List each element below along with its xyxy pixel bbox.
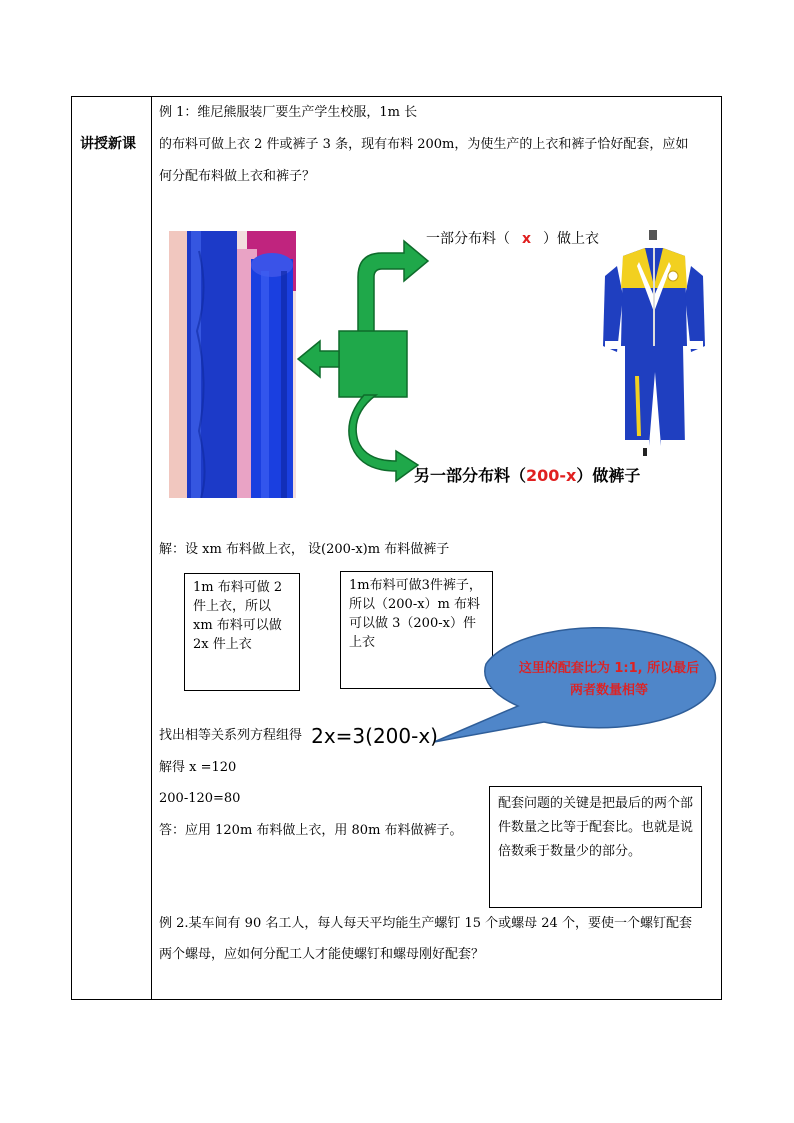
equation: 2x=3(200-x) [311, 724, 438, 748]
top-label-prefix: 一部分布料（ [426, 231, 510, 247]
bottom-label-variable: 200-x [526, 466, 577, 485]
equation-prefix: 找出相等关系列方程组得 [159, 728, 303, 743]
example2-line1: 例 2.某车间有 90 名工人，每人每天平均能生产螺钉 15 个或螺母 24 个，要使一个螺钉配套 [159, 916, 692, 931]
bubble-text: 这里的配套比为 1:1, 所以最后两者数量相等 [518, 661, 700, 698]
bottom-label-prefix: 另一部分布料（ [414, 466, 527, 485]
arrow-up-right-icon [358, 241, 428, 333]
answer: 答：应用 120m 布料做上衣，用 80m 布料做裤子。 [159, 823, 463, 838]
center-square [339, 331, 407, 397]
reasoning-box-jacket: 1m 布料可做 2 件上衣，所以 xm 布料可以做 2x 件上衣 [184, 573, 300, 691]
bottom-label-suffix: ）做裤子 [576, 466, 641, 485]
top-label-variable: x [522, 231, 532, 247]
example1-line2: 的布料可做上衣 2 件或裤子 3 条，现有布料 200m，为使生产的上衣和裤子恰好配套，应如 [159, 137, 689, 152]
example2-line2: 两个螺母，应如何分配工人才能使螺钉和螺母刚好配套？ [159, 947, 485, 962]
bottom-label [414, 465, 640, 487]
top-label-suffix: ）做上衣 [543, 231, 600, 247]
top-label [426, 229, 599, 249]
reasoning-box-pants: 1m布料可做3件裤子，所以（200-x）m 布料可以做 3（200-x）件上衣 [340, 571, 493, 689]
arrow-diagram [296, 225, 436, 485]
calc-step: 200-120=80 [159, 791, 241, 806]
fabric-rolls-image [169, 231, 296, 498]
key-note-box: 配套问题的关键是把最后的两个部件数量之比等于配套比。也就是说倍数乘于数量少的部分。 [489, 786, 702, 908]
arrow-down-right-icon [349, 395, 418, 481]
example1-line3: 何分配布料做上衣和裤子？ [159, 169, 316, 184]
table-column-divider [151, 96, 152, 1000]
solve-x: 解得 x =120 [159, 760, 237, 775]
solution-setup: 解：设 xm 布料做上衣， 设(200-x)m 布料做裤子 [159, 542, 450, 557]
equation-line [159, 723, 438, 749]
arrow-left-icon [298, 341, 339, 377]
example1-line1: 例 1：维尼熊服装厂要生产学生校服，1m 长 [159, 105, 418, 120]
school-uniform-image [599, 226, 709, 456]
row-label: 讲授新课 [80, 136, 136, 152]
